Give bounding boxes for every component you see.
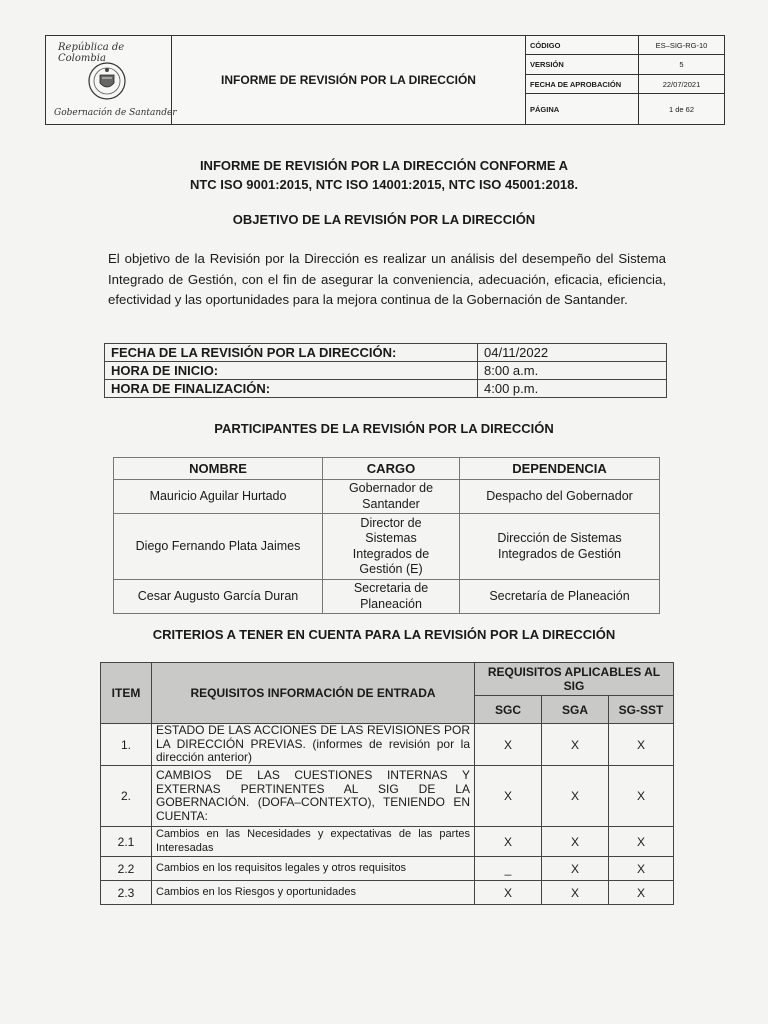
table-header-row [101, 663, 674, 696]
meta-key: FECHA DE APROBACIÓN [526, 75, 639, 93]
sst-mark: X [609, 881, 674, 905]
sst-mark: X [609, 724, 674, 766]
table-row [114, 580, 660, 614]
column-header: DEPENDENCIA [460, 458, 660, 480]
sst-mark: X [609, 766, 674, 827]
meta-row-version [526, 55, 724, 74]
participant-dependencia: Despacho del Gobernador [460, 480, 660, 514]
participant-cargo: Secretaria de Planeación [323, 580, 460, 614]
table-row [101, 857, 674, 881]
meta-row-fecha [526, 75, 724, 94]
criteria-table [100, 662, 674, 905]
participant-name: Mauricio Aguilar Hurtado [114, 480, 323, 514]
meta-key: VERSIÓN [526, 55, 639, 73]
item-number: 2.3 [101, 881, 152, 905]
table-row [105, 380, 667, 398]
sst-header: SG-SST [609, 696, 674, 724]
meta-value: 5 [679, 60, 684, 70]
meta-value: ES–SIG-RG-10 [655, 40, 708, 50]
requirements-header: REQUISITOS INFORMACIÓN DE ENTRADA [152, 663, 475, 724]
table-row [101, 827, 674, 857]
requirement-text: CAMBIOS DE LAS CUESTIONES INTERNAS Y EXTERNAS PERTINENTES AL SIG DE LA GOBERNACIÓN. (DOFA–CONTEXTO), TENIENDO EN CUENTA: [152, 766, 475, 827]
requirement-text: ESTADO DE LAS ACCIONES DE LAS REVISIONES POR LA DIRECCIÓN PREVIAS. (informes de revisión por la dirección anterior) [152, 724, 475, 766]
requirement-text: Cambios en las Necesidades y expectativas de las partes Interesadas [152, 827, 475, 857]
main-title-line1: INFORME DE REVISIÓN POR LA DIRECCIÓN CONFORME A [199, 158, 569, 173]
logo-block [46, 36, 177, 124]
participant-cargo: Gobernador de Santander [323, 480, 460, 514]
table-row [105, 344, 667, 362]
table-header-row [114, 458, 660, 480]
meta-row-pagina [526, 94, 724, 124]
coat-of-arms-icon [87, 61, 127, 101]
objective-heading: OBJETIVO DE LA REVISIÓN POR LA DIRECCIÓN [232, 212, 536, 227]
review-date-label: FECHA DE LA REVISIÓN POR LA DIRECCIÓN: [105, 344, 478, 362]
meta-key: PÁGINA [526, 94, 639, 124]
sga-mark: X [542, 857, 609, 881]
review-date-value: 04/11/2022 [478, 344, 667, 362]
sgc-mark: X [475, 827, 542, 857]
logo-bottom-text: Gobernación de Santander [54, 108, 177, 118]
table-row [101, 724, 674, 766]
participants-heading: PARTICIPANTES DE LA REVISIÓN POR LA DIRECCIÓN [214, 421, 554, 436]
table-row [101, 766, 674, 827]
header-meta [526, 36, 724, 124]
end-time-label: HORA DE FINALIZACIÓN: [105, 380, 478, 398]
start-time-label: HORA DE INICIO: [105, 362, 478, 380]
sst-mark: X [609, 857, 674, 881]
sgc-mark: _ [475, 857, 542, 881]
column-header: CARGO [323, 458, 460, 480]
participants-table [113, 457, 660, 614]
table-row [114, 514, 660, 580]
objective-text: El objetivo de la Revisión por la Dirección es realizar un análisis del desempeño del Sistema Integrado de Gestión, con el fin de asegurar la conveniencia, adecuación, eficacia, eficiencia, efectividad y las oportunidades para la mejora continua de la Gobernación de Santander. [108, 251, 666, 307]
table-row [114, 480, 660, 514]
sga-mark: X [542, 724, 609, 766]
main-title-line2: NTC ISO 9001:2015, NTC ISO 14001:2015, NTC ISO 45001:2018. [189, 177, 579, 192]
requirement-text: Cambios en los Riesgos y oportunidades [152, 881, 475, 905]
header-title: INFORME DE REVISIÓN POR LA DIRECCIÓN [172, 36, 526, 124]
start-time-value: 8:00 a.m. [478, 362, 667, 380]
meta-value: 22/07/2021 [662, 79, 701, 89]
participant-name: Cesar Augusto García Duran [114, 580, 323, 614]
document-header [45, 35, 725, 125]
sga-header: SGA [542, 696, 609, 724]
participant-cargo: Director de Sistemas Integrados de Gestión (E) [323, 514, 460, 580]
participant-dependencia: Dirección de Sistemas Integrados de Gestión [460, 514, 660, 580]
end-time-value: 4:00 p.m. [478, 380, 667, 398]
sgc-header: SGC [475, 696, 542, 724]
sgc-mark: X [475, 724, 542, 766]
sga-mark: X [542, 766, 609, 827]
item-number: 2. [101, 766, 152, 827]
sgc-mark: X [475, 766, 542, 827]
criteria-heading: CRITERIOS A TENER EN CUENTA PARA LA REVISIÓN POR LA DIRECCIÓN [152, 627, 616, 642]
sga-mark: X [542, 881, 609, 905]
item-header: ITEM [101, 663, 152, 724]
logo-top-text: República de Colombia [58, 42, 125, 64]
sst-mark: X [609, 827, 674, 857]
review-dates-table [104, 343, 667, 398]
table-row [101, 881, 674, 905]
meta-row-codigo [526, 36, 724, 55]
applicable-header: REQUISITOS APLICABLES AL SIG [475, 663, 674, 696]
item-number: 2.1 [101, 827, 152, 857]
requirement-text: Cambios en los requisitos legales y otros requisitos [152, 857, 475, 881]
participant-name: Diego Fernando Plata Jaimes [114, 514, 323, 580]
sga-mark: X [542, 827, 609, 857]
meta-value: 1 de 62 [668, 104, 695, 114]
meta-key: CÓDIGO [526, 36, 639, 54]
table-row [105, 362, 667, 380]
item-number: 1. [101, 724, 152, 766]
sgc-mark: X [475, 881, 542, 905]
item-number: 2.2 [101, 857, 152, 881]
column-header: NOMBRE [114, 458, 323, 480]
participant-dependencia: Secretaría de Planeación [460, 580, 660, 614]
